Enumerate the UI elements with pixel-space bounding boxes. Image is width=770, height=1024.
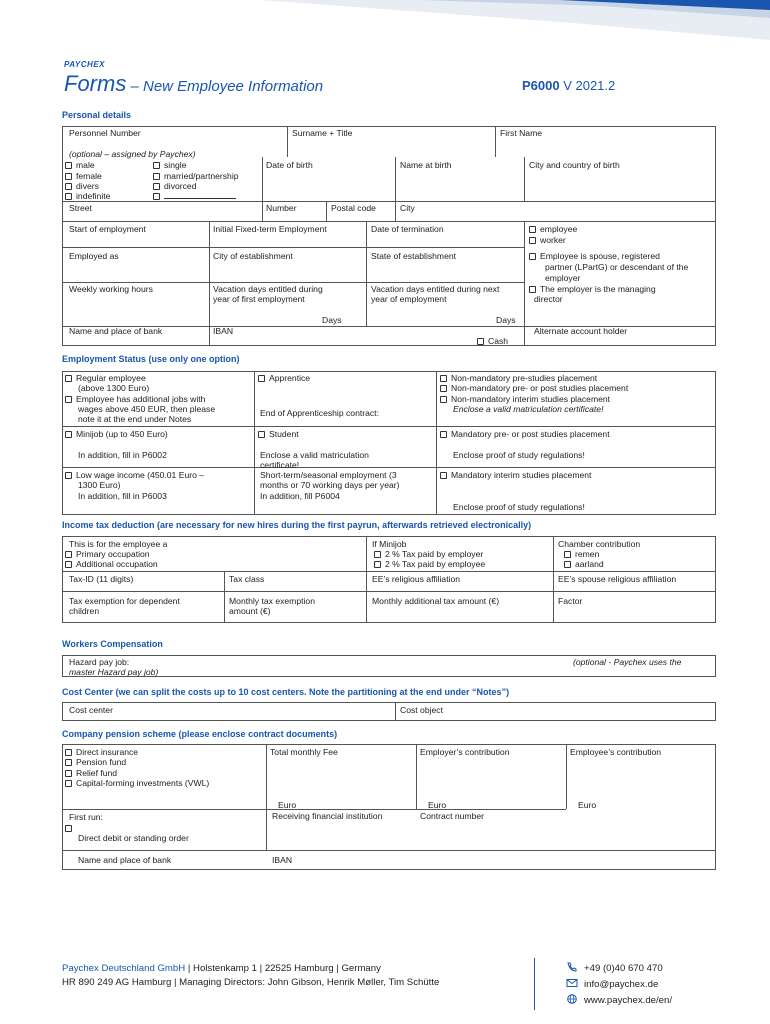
minijob-tax-label: If Minijob: [372, 539, 407, 549]
page-title: Forms – New Employee Information: [64, 71, 324, 96]
checkbox-icon: [529, 253, 536, 260]
surname-field[interactable]: Surname + Title: [292, 128, 353, 138]
checkbox-icon: [65, 770, 72, 777]
additional-jobs-note: note it at the end under Notes: [78, 414, 192, 424]
days-unit-label: Days: [322, 315, 342, 325]
checkbox-icon: [440, 431, 447, 438]
checkbox-icon: [65, 173, 72, 180]
personnel-number-hint: (optional – assigned by Paychex): [69, 149, 196, 159]
euro-unit-label: Euro: [578, 800, 597, 810]
student-note: Enclose a valid matriculation: [260, 450, 369, 460]
non-mandatory-pre-post-checkbox[interactable]: Non-mandatory pre- or post studies placement: [440, 383, 628, 393]
section-employment-status: Employment Status (use only one option): [62, 354, 240, 364]
checkbox-icon: [65, 396, 72, 403]
pension-bank-name-field[interactable]: Name and place of bank: [78, 855, 172, 865]
student-checkbox[interactable]: Student: [258, 429, 299, 439]
tax-paid-employee-checkbox[interactable]: 2 % Tax paid by employee: [374, 559, 485, 569]
alternate-holder-field[interactable]: Alternate account holder: [534, 326, 628, 336]
hazard-pay-field[interactable]: Hazard pay job:: [69, 657, 130, 667]
apprentice-checkbox[interactable]: Apprentice: [258, 373, 310, 383]
checkbox-icon: [440, 385, 447, 392]
capital-forming-checkbox[interactable]: Capital-forming investments (VWL): [65, 778, 209, 788]
primary-occupation-checkbox[interactable]: Primary occupation: [65, 549, 150, 559]
phone-icon: [566, 962, 578, 972]
city-country-birth-field[interactable]: City and country of birth: [529, 160, 620, 170]
weekly-hours-field[interactable]: Weekly working hours: [69, 284, 153, 294]
additional-occupation-checkbox[interactable]: Additional occupation: [65, 559, 158, 569]
checkbox-icon: [65, 825, 72, 832]
monthly-additional-tax-field[interactable]: Monthly additional tax amount (€): [372, 596, 500, 606]
euro-unit-label: Euro: [278, 800, 297, 810]
factor-field[interactable]: Factor: [558, 596, 583, 606]
marital-married-checkbox[interactable]: married/partnership: [153, 171, 239, 181]
street-field[interactable]: Street: [69, 203, 92, 213]
religious-affiliation-field[interactable]: EE’s religious affiliation: [372, 574, 461, 584]
bank-name-field[interactable]: Name and place of bank: [69, 326, 163, 336]
direct-debit-label: Direct debit or standing order: [78, 833, 189, 843]
date-of-birth-field[interactable]: Date of birth: [266, 160, 313, 170]
footer-phone[interactable]: +49 (0)40 670 470: [566, 962, 663, 974]
marital-other-checkbox[interactable]: [153, 191, 236, 201]
euro-unit-label: Euro: [428, 800, 447, 810]
checkbox-icon: [65, 780, 72, 787]
pension-iban-field[interactable]: IBAN: [272, 855, 293, 865]
employer-contribution-field[interactable]: Employer’s contribution: [420, 747, 510, 757]
date-of-termination-field[interactable]: Date of termination: [371, 224, 444, 234]
vacation-next-year-field[interactable]: Vacation days entitled during next: [371, 284, 500, 294]
footer-divider: [534, 958, 535, 1010]
checkbox-icon: [153, 183, 160, 190]
cash-checkbox[interactable]: Cash: [477, 336, 508, 346]
checkbox-icon: [65, 472, 72, 479]
low-wage-note: In addition, fill in P6003: [78, 491, 167, 501]
checkbox-icon: [65, 759, 72, 766]
name-at-birth-field[interactable]: Name at birth: [400, 160, 452, 170]
additional-jobs-note: wages above 450 EUR, then please: [78, 404, 216, 414]
postal-code-field[interactable]: Postal code: [331, 203, 376, 213]
checkbox-icon: [153, 173, 160, 180]
minijob-note: In addition, fill in P6002: [78, 450, 167, 460]
managing-director-checkbox[interactable]: The employer is the managing: [529, 284, 656, 294]
tax-id-field[interactable]: Tax-ID (11 digits): [69, 574, 134, 584]
first-run-field[interactable]: First run:: [69, 812, 103, 822]
chamber-saarland-checkbox[interactable]: aarland: [564, 559, 604, 569]
checkbox-icon: [529, 237, 536, 244]
matriculation-note: Enclose a valid matriculation certificate!: [453, 404, 604, 414]
chamber-bremen-checkbox[interactable]: remen: [564, 549, 599, 559]
checkbox-icon: [440, 375, 447, 382]
checkbox-icon: [65, 561, 72, 568]
state-of-establishment-field[interactable]: State of establishment: [371, 251, 457, 261]
checkbox-icon: [529, 286, 536, 293]
checkbox-icon: [258, 431, 265, 438]
mail-icon: [566, 978, 578, 988]
spouse-religious-field[interactable]: EE’s spouse religious affiliation: [558, 574, 677, 584]
short-term-field: Short-term/seasonal employment (3: [260, 470, 397, 480]
section-income-tax: Income tax deduction (are necessary for new hires during the first payrun, afterwards retrieved electronically): [62, 520, 532, 530]
cost-object-field[interactable]: Cost object: [400, 705, 443, 715]
checkbox-icon: [258, 375, 265, 382]
employee-contribution-field[interactable]: Employee’s contribution: [570, 747, 662, 757]
paychex-logo: PAYCHEX: [64, 60, 105, 69]
checkbox-icon: [374, 551, 381, 558]
gender-divers-checkbox[interactable]: divers: [65, 181, 99, 191]
additional-jobs-checkbox[interactable]: Employee has additional jobs with: [65, 394, 205, 404]
header-decoration: [0, 0, 770, 40]
cost-center-field[interactable]: Cost center: [69, 705, 113, 715]
managing-director-label-line2: director: [534, 294, 563, 304]
monthly-exemption-field[interactable]: Monthly tax exemption: [229, 596, 315, 606]
monthly-exemption-label: amount (€): [229, 606, 271, 616]
section-personal-details: Personal details: [62, 110, 132, 120]
section-workers-compensation: Workers Compensation: [62, 639, 163, 649]
tax-paid-employer-checkbox[interactable]: 2 % Tax paid by employer: [374, 549, 483, 559]
company-pension-table: [62, 744, 716, 870]
first-run-checkbox[interactable]: [65, 823, 76, 833]
total-monthly-fee-field[interactable]: Total monthly Fee: [270, 747, 338, 757]
regular-employee-note: (above 1300 Euro): [78, 383, 150, 393]
iban-field[interactable]: IBAN: [213, 326, 234, 336]
vacation-next-year-label: year of employment: [371, 294, 447, 304]
tax-exemption-field[interactable]: Tax exemption for dependent: [69, 596, 180, 606]
first-name-field[interactable]: First Name: [500, 128, 543, 138]
short-term-note: months or 70 working days per year): [260, 480, 400, 490]
minijob-checkbox[interactable]: Minijob (up to 450 Euro): [65, 429, 168, 439]
vacation-first-year-label: year of first employment: [213, 294, 305, 304]
spouse-label-line3: employer: [545, 273, 581, 283]
house-number-field[interactable]: Number: [266, 203, 297, 213]
spouse-label-line2: partner (LPartG) or descendant of the: [545, 262, 689, 272]
pension-fund-checkbox[interactable]: Pension fund: [65, 757, 126, 767]
checkbox-icon: [477, 338, 484, 345]
footer-website[interactable]: www.paychex.de/en/: [566, 994, 672, 1006]
marital-single-checkbox[interactable]: single: [153, 160, 186, 170]
checkbox-icon: [440, 396, 447, 403]
city-of-establishment-field[interactable]: City of establishment: [213, 251, 293, 261]
relief-fund-checkbox[interactable]: Relief fund: [65, 768, 117, 778]
footer-email[interactable]: info@paychex.de: [566, 978, 658, 990]
section-company-pension: Company pension scheme (please enclose contract documents): [62, 729, 338, 739]
employee-type-checkbox[interactable]: employee: [529, 224, 577, 234]
city-field[interactable]: City: [400, 203, 415, 213]
low-wage-note: 1300 Euro): [78, 480, 121, 490]
checkbox-icon: [374, 561, 381, 568]
chamber-contribution-label: Chamber contribution: [558, 539, 641, 549]
form-code: P6000 V 2021.2: [522, 78, 616, 93]
spouse-checkbox[interactable]: Employee is spouse, registered: [529, 251, 660, 261]
checkbox-icon: [153, 162, 160, 169]
apprenticeship-end-field[interactable]: End of Apprenticeship contract:: [260, 408, 379, 418]
tax-class-field[interactable]: Tax class: [229, 574, 265, 584]
section-cost-center: Cost Center (we can split the costs up to 10 cost centers. Note the partitioning at the end under “Notes”): [62, 687, 510, 697]
checkbox-icon: [153, 193, 160, 200]
checkbox-icon: [65, 431, 72, 438]
start-of-employment-field[interactable]: Start of employment: [69, 224, 146, 234]
gender-indefinite-checkbox[interactable]: indefinite: [65, 191, 110, 201]
study-regulations-note: Enclose proof of study regulations!: [453, 502, 585, 512]
short-term-note: In addition, fill P6004: [260, 491, 340, 501]
receiving-institution-field[interactable]: Receiving financial institution: [272, 811, 383, 821]
optional-note: (optional - Paychex uses the: [573, 657, 682, 667]
mandatory-interim-checkbox[interactable]: Mandatory interim studies placement: [440, 470, 591, 480]
non-mandatory-interim-checkbox[interactable]: Non-mandatory interim studies placement: [440, 394, 610, 404]
employed-as-field[interactable]: Employed as: [69, 251, 119, 261]
tax-exemption-label: children: [69, 606, 100, 616]
checkbox-icon: [65, 183, 72, 190]
checkbox-icon: [65, 162, 72, 169]
checkbox-icon: [564, 561, 571, 568]
footer-company-info: Paychex Deutschland GmbH | Holstenkamp 1 | 22525 Hamburg | Germany HR 890 249 AG Hamburg | Managing Directors: John Gibson, Henrik Møller, Tim Schütte: [62, 963, 440, 989]
personnel-number-field[interactable]: Personnel Number: [69, 128, 141, 138]
contract-number-field[interactable]: Contract number: [420, 811, 485, 821]
employee-occupation-label: This is for the employee a: [69, 539, 168, 549]
marital-divorced-checkbox[interactable]: divorced: [153, 181, 196, 191]
days-unit-label: Days: [496, 315, 516, 325]
checkbox-icon: [65, 551, 72, 558]
checkbox-icon: [529, 226, 536, 233]
vacation-first-year-field[interactable]: Vacation days entitled during: [213, 284, 323, 294]
checkbox-icon: [564, 551, 571, 558]
cost-center-table: [62, 702, 716, 721]
low-wage-checkbox[interactable]: Low wage income (450.01 Euro –: [65, 470, 204, 480]
gender-female-checkbox[interactable]: female: [65, 171, 102, 181]
direct-insurance-checkbox[interactable]: Direct insurance: [65, 747, 138, 757]
student-note: certificate!: [260, 460, 300, 470]
checkbox-icon: [65, 749, 72, 756]
initial-fixed-term-field[interactable]: Initial Fixed-term Employment: [213, 224, 327, 234]
gender-male-checkbox[interactable]: male: [65, 160, 95, 170]
study-regulations-note: Enclose proof of study regulations!: [453, 450, 585, 460]
checkbox-icon: [65, 375, 72, 382]
regular-employee-checkbox[interactable]: Regular employee: [65, 373, 146, 383]
globe-icon: [566, 994, 578, 1004]
master-hazard-note: master Hazard pay job): [69, 667, 159, 677]
mandatory-pre-post-checkbox[interactable]: Mandatory pre- or post studies placement: [440, 429, 610, 439]
worker-type-checkbox[interactable]: worker: [529, 235, 566, 245]
checkbox-icon: [440, 472, 447, 479]
checkbox-icon: [65, 193, 72, 200]
non-mandatory-pre-checkbox[interactable]: Non-mandatory pre-studies placement: [440, 373, 597, 383]
